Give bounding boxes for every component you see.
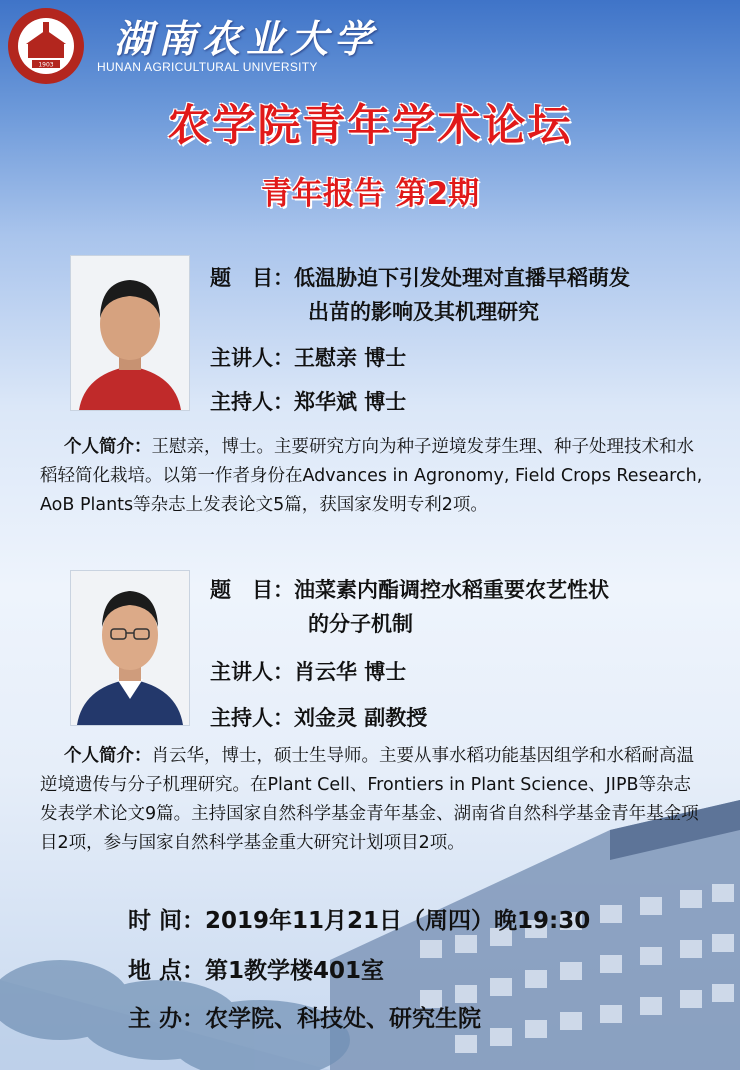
topic-label: 题 目： (210, 578, 294, 602)
host-label: 主持人： (210, 390, 294, 414)
speaker-2-topic-line-2: 的分子机制 (308, 612, 413, 636)
speaker-2-presenter (210, 656, 406, 686)
speaker-1-photo (70, 255, 190, 411)
time-label: 时 间： (128, 908, 206, 934)
speaker-2-photo (70, 570, 190, 726)
presenter-label: 主讲人： (210, 660, 294, 684)
issue-subtitle: 青年报告 第2期 (260, 176, 480, 212)
location-label: 地 点： (128, 958, 206, 984)
speaker-2-topic (210, 574, 609, 604)
bio-label: 个人简介： (64, 437, 152, 457)
time-value: 2019年11月21日（周四）晚19:30 (205, 908, 591, 934)
speaker-1-bio-text: 王慰亲，博士。主要研究方向为种子逆境发芽生理、种子处理技术和水稻轻简化栽培。以第一作者身份在Advances in Agronomy, Field Crops Research, AoB Plants等杂志上发表论文5篇，获国家发明专利2项。 (40, 437, 703, 515)
event-location (128, 952, 384, 985)
event-time (128, 902, 590, 935)
speaker-2-host-name: 刘金灵 副教授 (294, 706, 428, 730)
location-value: 第1教学楼401室 (205, 958, 385, 984)
speaker-1-topic (210, 262, 630, 292)
speaker-2-topic-line-1: 油菜素内酯调控水稻重要农艺性状 (294, 578, 609, 602)
topic-label: 题 目： (210, 266, 294, 290)
speaker-2-presenter-name: 肖云华 博士 (294, 660, 407, 684)
university-name-en: HUNAN AGRICULTURAL UNIVERSITY (97, 60, 318, 74)
presenter-label: 主讲人： (210, 346, 294, 370)
organizer-label: 主 办： (128, 1006, 206, 1032)
speaker-1-topic-line-1: 低温胁迫下引发处理对直播早稻萌发 (294, 266, 630, 290)
host-label: 主持人： (210, 706, 294, 730)
speaker-2-bio-text: 肖云华，博士，硕士生导师。主要从事水稻功能基因组学和水稻耐高温逆境遗传与分子机理研究。在Plant Cell、Frontiers in Plant Science、JIPB等杂志发表学术论文9篇。主持国家自然科学基金青年基金、湖南省自然科学基金青年基金项目2项，参与国家自然科学基金重大研究计划项目2项。 (40, 746, 699, 853)
organizer-value: 农学院、科技处、研究生院 (205, 1006, 482, 1032)
forum-title: 农学院青年学术论坛 (167, 101, 573, 151)
speaker-1-host (210, 386, 406, 416)
speaker-2-bio (40, 742, 708, 858)
speaker-1-presenter (210, 342, 406, 372)
speaker-2-host (210, 702, 427, 732)
speaker-1-bio (40, 433, 708, 520)
event-organizer (128, 1000, 481, 1033)
speaker-1-host-name: 郑华斌 博士 (294, 390, 407, 414)
university-logo (6, 6, 86, 86)
university-name-cn: 湖南农业大学 (114, 16, 379, 61)
bio-label: 个人简介： (64, 746, 152, 766)
logo-year: 1903 (38, 61, 54, 69)
speaker-1-topic-line-2: 出苗的影响及其机理研究 (308, 300, 539, 324)
speaker-1-presenter-name: 王慰亲 博士 (294, 346, 407, 370)
